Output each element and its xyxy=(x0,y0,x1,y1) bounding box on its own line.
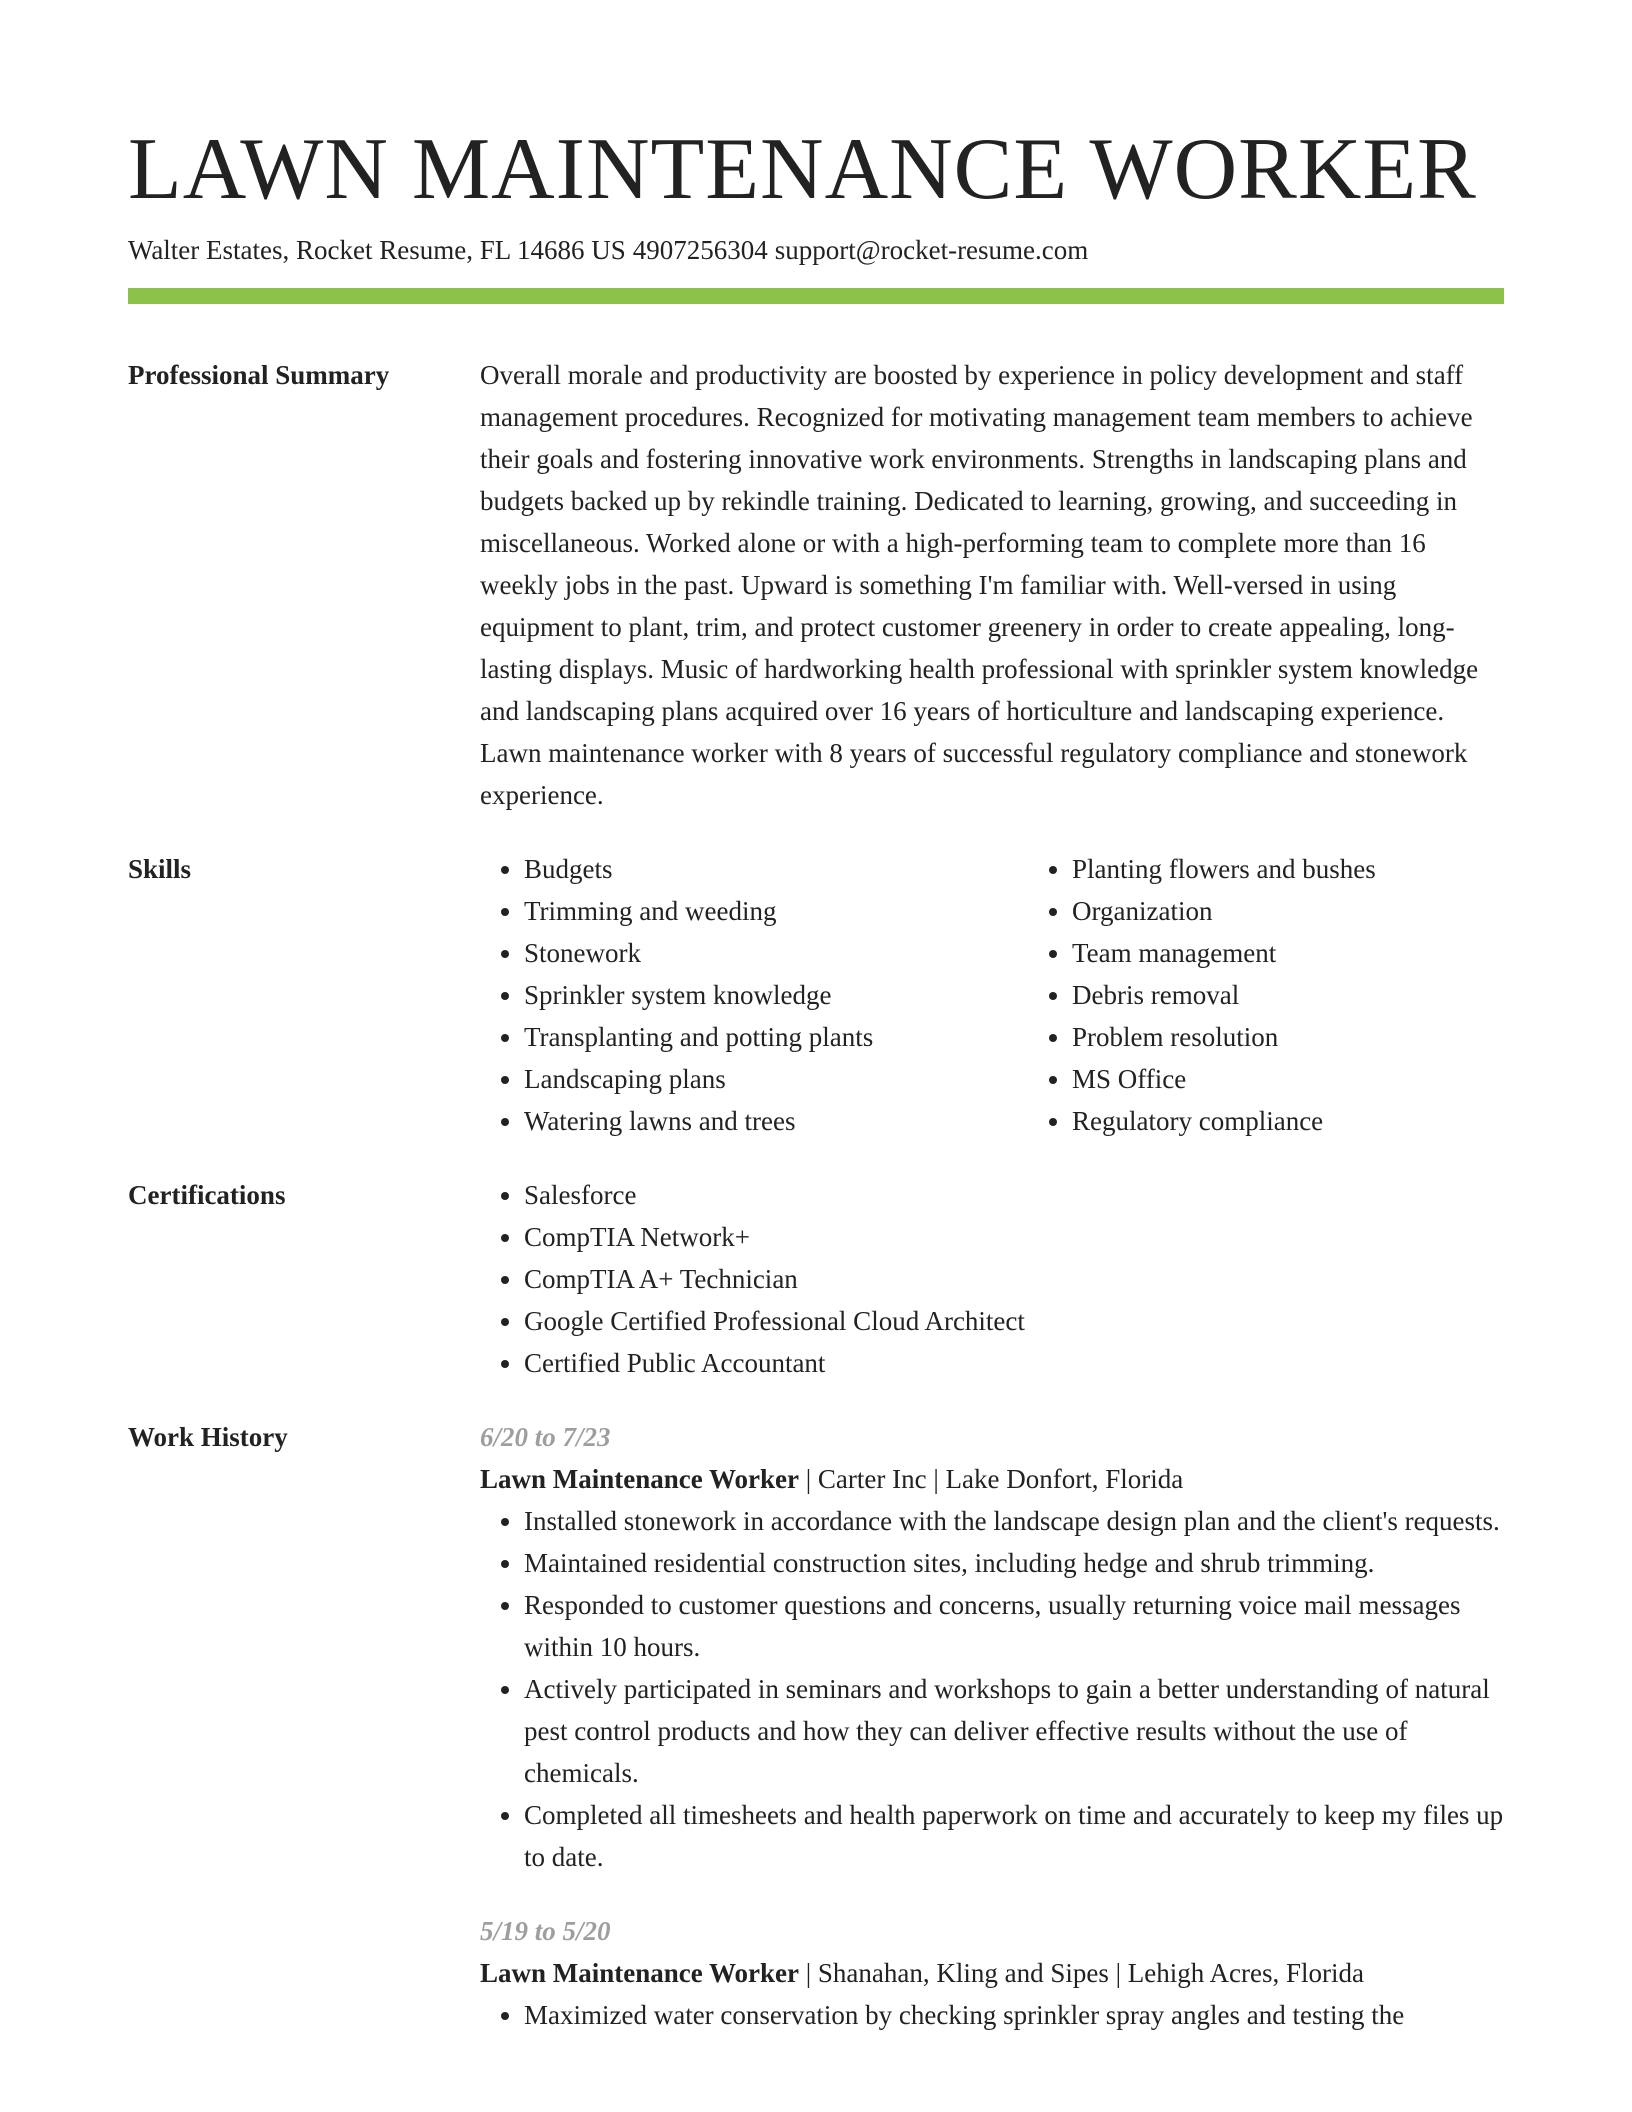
section-label: Work History xyxy=(128,1422,288,1452)
summary-text: Overall morale and productivity are boosted by experience in policy development and staff management procedures. Recognized for motivating management team members to achieve their goals and fostering innovative work environments. Strengths in landscaping plans and budgets backed up by rekindle training. Dedicated to learning, growing, and succeeding in miscellaneous. Worked alone or with a high-performing team to complete more than 16 weekly jobs in the past. Upward is something I'm familiar with. Well-versed in using equipment to plant, trim, and protect customer greenery in order to create appealing, long-lasting displays. Music of hardworking health professional with sprinkler system knowledge and landscaping plans acquired over 16 years of horticulture and landscaping experience. Lawn maintenance worker with 8 years of successful regulatory compliance and stonework experience. xyxy=(480,360,1479,810)
job-entry xyxy=(480,1416,1504,1878)
job-bullet: • Completed all timesheets and health paperwork on time and accurately to keep my files up to date. xyxy=(524,1794,1504,1878)
certification-item: • Google Certified Professional Cloud Architect xyxy=(524,1300,1504,1342)
section-body xyxy=(480,848,1504,1142)
job-bullet: • Maintained residential construction sites, including hedge and shrub trimming. xyxy=(524,1542,1504,1584)
job-title: Lawn Maintenance Worker xyxy=(480,1958,799,1988)
skills-list-left xyxy=(480,848,1028,1142)
skill-item: • Landscaping plans xyxy=(524,1058,1028,1100)
job-company-line: | Carter Inc | Lake Donfort, Florida xyxy=(799,1464,1184,1494)
skill-item: • Organization xyxy=(1072,890,1376,932)
job-dates: 5/19 to 5/20 xyxy=(480,1916,611,1946)
job-bullet: • Actively participated in seminars and workshops to gain a better understanding of natural pest control products and how they can deliver effective results without the use of chemicals. xyxy=(524,1668,1504,1794)
section-label: Certifications xyxy=(128,1180,286,1210)
job-bullet: • Installed stonework in accordance with the landscape design plan and the client's requests. xyxy=(524,1500,1504,1542)
skill-item: • Sprinkler system knowledge xyxy=(524,974,1028,1016)
certification-item: • Salesforce xyxy=(524,1174,1504,1216)
skill-item: • Team management xyxy=(1072,932,1376,974)
section-skills xyxy=(128,848,1504,1142)
job-company-line: | Shanahan, Kling and Sipes | Lehigh Acres, Florida xyxy=(799,1958,1364,1988)
skill-item: • Planting flowers and bushes xyxy=(1072,848,1376,890)
skills-columns xyxy=(480,848,1504,1142)
skill-item: • Stonework xyxy=(524,932,1028,974)
contact-email: support@rocket-resume.com xyxy=(774,235,1089,265)
job-title: Lawn Maintenance Worker xyxy=(480,1464,799,1494)
job-bullets xyxy=(480,1500,1504,1878)
skill-item: • Problem resolution xyxy=(1072,1016,1376,1058)
section-body xyxy=(480,1174,1504,1384)
section-certifications xyxy=(128,1174,1504,1384)
skill-item: • Debris removal xyxy=(1072,974,1376,1016)
contact-address: Walter Estates, Rocket Resume, FL 14686 US xyxy=(128,235,626,265)
skill-item: • MS Office xyxy=(1072,1058,1376,1100)
job-entry xyxy=(480,1910,1504,2036)
section-body xyxy=(480,354,1504,816)
certification-item: • CompTIA Network+ xyxy=(524,1216,1504,1258)
job-bullet: • Maximized water conservation by checking sprinkler spray angles and testing the xyxy=(524,1994,1504,2036)
job-dates: 6/20 to 7/23 xyxy=(480,1422,611,1452)
resume-name: LAWN MAINTENANCE WORKER xyxy=(128,121,1477,218)
section-professional-summary xyxy=(128,354,1504,816)
section-label: Professional Summary xyxy=(128,360,390,390)
skill-item: • Regulatory compliance xyxy=(1072,1100,1376,1142)
skills-list-right xyxy=(1028,848,1376,1142)
header-divider xyxy=(128,288,1504,304)
certification-item: • Certified Public Accountant xyxy=(524,1342,1504,1384)
job-heading xyxy=(480,1952,1504,1994)
certifications-list xyxy=(480,1174,1504,1384)
contact-line xyxy=(128,232,1504,268)
job-bullets xyxy=(480,1994,1504,2036)
skill-item: • Watering lawns and trees xyxy=(524,1100,1028,1142)
skill-item: • Transplanting and potting plants xyxy=(524,1016,1028,1058)
contact-phone: 4907256304 xyxy=(632,235,768,265)
section-body xyxy=(480,1416,1504,2036)
certification-item: • CompTIA A+ Technician xyxy=(524,1258,1504,1300)
job-bullet: • Responded to customer questions and concerns, usually returning voice mail messages within 10 hours. xyxy=(524,1584,1504,1668)
skill-item: • Budgets xyxy=(524,848,1028,890)
section-label: Skills xyxy=(128,854,192,884)
skill-item: • Trimming and weeding xyxy=(524,890,1028,932)
job-heading xyxy=(480,1458,1504,1500)
section-work-history xyxy=(128,1416,1504,2036)
